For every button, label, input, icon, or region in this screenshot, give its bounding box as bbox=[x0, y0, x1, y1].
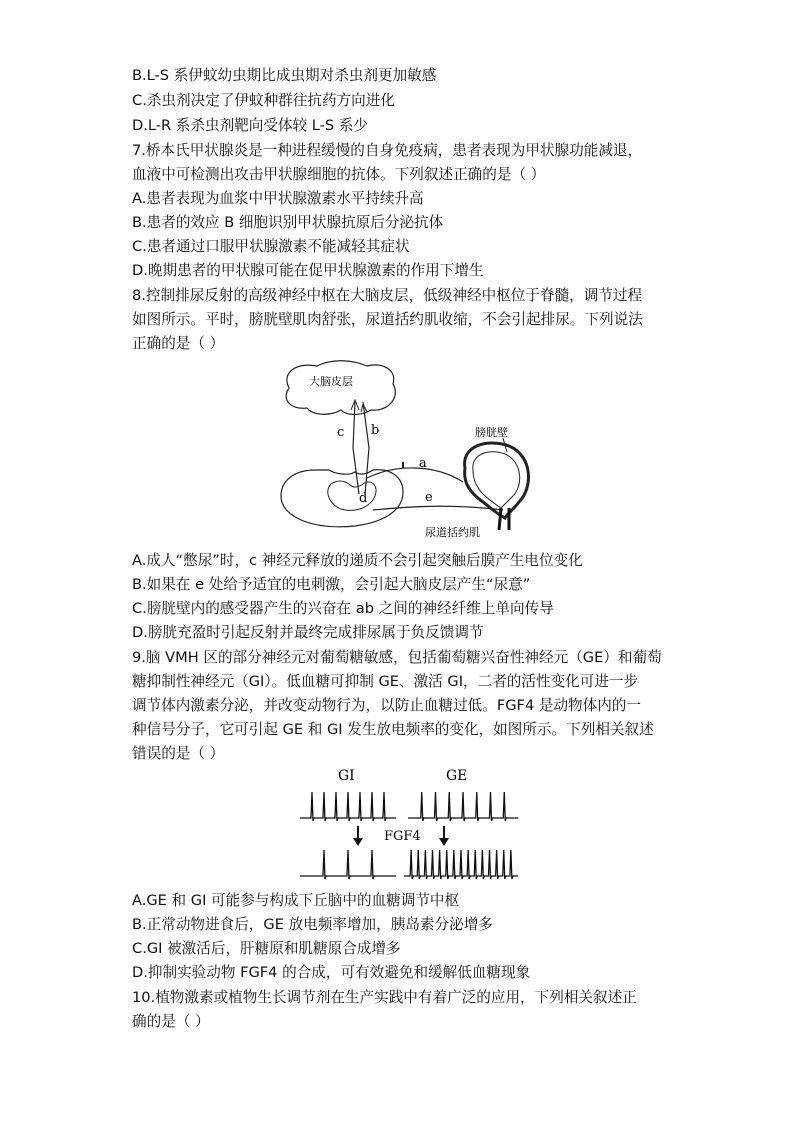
spike-train bbox=[300, 850, 396, 879]
spike-train bbox=[404, 850, 518, 879]
text-line: 糖抑制性神经元（GI）。低血糖可抑制 GE、激活 GI，二者的活性变化可进一步 bbox=[132, 673, 639, 690]
tract-b bbox=[363, 402, 369, 494]
text-line: D.膀胱充盈时引起反射并最终完成排尿属于负反馈调节 bbox=[132, 624, 484, 641]
grey-matter bbox=[328, 481, 376, 510]
text-line: 种信号分子，它可引起 GE 和 GI 发生放电频率的变化，如图所示。下列相关叙述 bbox=[132, 721, 654, 738]
ge-trace-before bbox=[408, 792, 518, 821]
text-line: A.GE 和 GI 可能参与构成下丘脑中的血糖调节中枢 bbox=[132, 892, 460, 909]
gi-label: GI bbox=[338, 768, 355, 784]
text-line: B.如果在 e 处给予适宜的电刺激，会引起大脑皮层产生“尿意” bbox=[132, 576, 531, 593]
arrow-head-gi bbox=[353, 838, 363, 846]
text-line: A.患者表现为血浆中甲状腺激素水平持续升高 bbox=[132, 190, 424, 207]
text-line: 调节体内激素分泌，并改变动物行为，以防止血糖过低。FGF4 是动物体内的一 bbox=[132, 697, 642, 714]
ge-label: GE bbox=[446, 768, 468, 784]
text-line: B.L-S 系伊蚊幼虫期比成虫期对杀虫剂更加敏感 bbox=[132, 67, 437, 84]
spike-train bbox=[300, 792, 396, 821]
gi-trace-before bbox=[300, 792, 396, 821]
text-line: A.成人“憋尿”时，c 神经元释放的递质不会引起突触后膜产生电位变化 bbox=[132, 552, 583, 569]
text-line: C.杀虫剂决定了伊蚊种群往抗药方向进化 bbox=[132, 92, 395, 109]
sphincter-label: 尿道括约肌 bbox=[425, 526, 480, 539]
gi-trace-after bbox=[300, 850, 396, 879]
spinal-cord-outline bbox=[281, 470, 403, 527]
text-line: 9.脑 VMH 区的部分神经元对葡萄糖敏感，包括葡萄糖兴奋性神经元（GE）和葡萄 bbox=[132, 649, 662, 666]
tract-c bbox=[353, 402, 359, 494]
label-a: a bbox=[419, 456, 427, 471]
text-line: 如图所示。平时，膀胱壁肌肉舒张，尿道括约肌收缩，不会引起排尿。下列说法 bbox=[132, 311, 643, 328]
ge-trace-after bbox=[404, 850, 518, 879]
text-line: 确的是（ ） bbox=[132, 1013, 210, 1030]
text-line: B.患者的效应 B 细胞识别甲状腺抗原后分泌抗体 bbox=[132, 214, 444, 231]
text-line: 正确的是（ ） bbox=[132, 335, 225, 352]
firing-trace-diagram bbox=[296, 764, 522, 882]
text-line: C.患者通过口服甲状腺激素不能减轻其症状 bbox=[132, 238, 410, 255]
fgf4-label: FGF4 bbox=[384, 829, 421, 844]
text-line: D.L-R 系杀虫剂靶向受体较 L-S 系少 bbox=[132, 117, 369, 134]
text-line: B.正常动物进食后，GE 放电频率增加，胰岛素分泌增多 bbox=[132, 916, 493, 933]
bladder-label: 膀胱壁 bbox=[475, 426, 508, 439]
text-line: C.GI 被激活后，肝糖原和肌糖原合成增多 bbox=[132, 940, 401, 957]
text-line: D.抑制实验动物 FGF4 的合成，可有效避免和缓解低血糖现象 bbox=[132, 964, 531, 981]
text-line: C.膀胱壁内的感受器产生的兴奋在 ab 之间的神经纤维上单向传导 bbox=[132, 600, 554, 617]
brain-label: 大脑皮层 bbox=[309, 375, 353, 388]
text-line: 7.桥本氏甲状腺炎是一种进程缓慢的自身免疫病，患者表现为甲状腺功能减退， bbox=[132, 142, 643, 159]
text-line: 10.植物激素或植物生长调节剂在生产实践中有着广泛的应用，下列相关叙述正 bbox=[132, 989, 637, 1006]
text-line: 错误的是（ ） bbox=[132, 745, 225, 762]
spike-train bbox=[408, 792, 518, 821]
label-b: b bbox=[371, 423, 380, 438]
arrow-head-ge bbox=[439, 838, 449, 846]
label-e: e bbox=[425, 490, 433, 505]
label-c: c bbox=[337, 425, 345, 440]
text-line: D.晚期患者的甲状腺可能在促甲状腺激素的作用下增生 bbox=[132, 262, 484, 279]
reflex-diagram bbox=[275, 358, 535, 540]
text-line: 血液中可检测出攻击甲状腺细胞的抗体。下列叙述正确的是（ ） bbox=[132, 166, 546, 183]
label-d: d bbox=[359, 491, 368, 506]
nerve-e bbox=[373, 506, 503, 510]
text-line: 8.控制排尿反射的高级神经中枢在大脑皮层，低级神经中枢位于脊髓，调节过程 bbox=[132, 287, 643, 304]
